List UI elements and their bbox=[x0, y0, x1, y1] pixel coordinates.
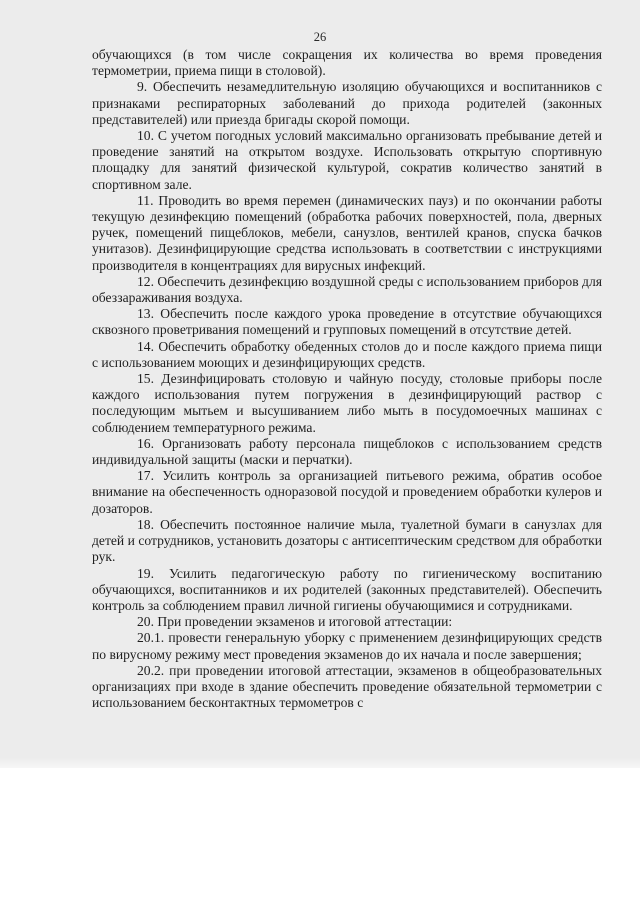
document-body bbox=[92, 47, 602, 711]
paragraph-item-12: 12. Обеспечить дезинфекцию воздушной среды с использованием приборов для обеззараживания воздуха. bbox=[92, 273, 602, 306]
paragraph-item-9: 9. Обеспечить незамедлительную изоляцию обучающихся и воспитанников с признаками респираторных заболеваний до прихода родителей (законных представителей) или приезда бригады скорой помощи. bbox=[92, 79, 602, 127]
paragraph-item-19: 19. Усилить педагогическую работу по гигиеническому воспитанию обучающихся, воспитанников и их родителей (законных представителей). Обеспечить контроль за соблюдением правил личной гигиены обучающимися и сотрудниками. bbox=[92, 565, 602, 613]
paragraph-item-20-1: 20.1. провести генеральную уборку с применением дезинфицирующих средств по вирусному режиму мест проведения экзаменов до их начала и после завершения; bbox=[92, 630, 602, 662]
paragraph-item-20-2: 20.2. при проведении итоговой аттестации, экзаменов в общеобразовательных организациях при входе в здание обеспечить проведение обязательной термометрии с использованием бесконтактных термометров с bbox=[92, 662, 602, 711]
paragraph-item-10: 10. С учетом погодных условий максимально организовать пребывание детей и проведение занятий на открытом воздухе. Использовать открытую спортивную площадку для занятий физической культурой, сократив количество занятий в спортивном зале. bbox=[92, 128, 602, 192]
paragraph-item-13: 13. Обеспечить после каждого урока проведение в отсутствие обучающихся сквозного проветривания помещений и групповых помещений в отсутствие детей. bbox=[92, 306, 602, 338]
paragraph-item-17: 17. Усилить контроль за организацией питьевого режима, обратив особое внимание на обеспеченность одноразовой посудой и проведением обработки кулеров и дозаторов. bbox=[92, 468, 602, 516]
paragraph-continuation: обучающихся (в том числе сокращения их количества во время проведения термометрии, приема пищи в столовой). bbox=[92, 47, 602, 79]
paragraph-item-11: 11. Проводить во время перемен (динамических пауз) и по окончании работы текущую дезинфекцию помещений (обработка рабочих поверхностей, пола, дверных ручек, помещений пищеблоков, мебели, санузлов, вентилей кранов, спуска бачков унитазов). Дезинфицирующие средства использовать в соответствии с инструкциями производителя в концентрациях для вирусных инфекций. bbox=[92, 192, 602, 273]
paragraph-item-18: 18. Обеспечить постоянное наличие мыла, туалетной бумаги в санузлах для детей и сотрудников, установить дозаторы с антисептическим средством для обработки рук. bbox=[92, 516, 602, 565]
page-number: 26 bbox=[313, 30, 327, 44]
paragraph-item-14: 14. Обеспечить обработку обеденных столов до и после каждого приема пищи с использованием моющих и дезинфицирующих средств. bbox=[92, 338, 602, 370]
paragraph-item-20: 20. При проведении экзаменов и итоговой аттестации: bbox=[137, 614, 453, 630]
paragraph-item-16: 16. Организовать работу персонала пищеблоков с использованием средств индивидуальной защиты (маски и перчатки). bbox=[92, 435, 602, 468]
paragraph-item-15: 15. Дезинфицировать столовую и чайную посуду, столовые приборы после каждого использования путем погружения в дезинфицирующий раствор с последующим мытьем и высушиванием либо мыть в посудомоечных машинах с соблюдением температурного режима. bbox=[92, 371, 602, 435]
